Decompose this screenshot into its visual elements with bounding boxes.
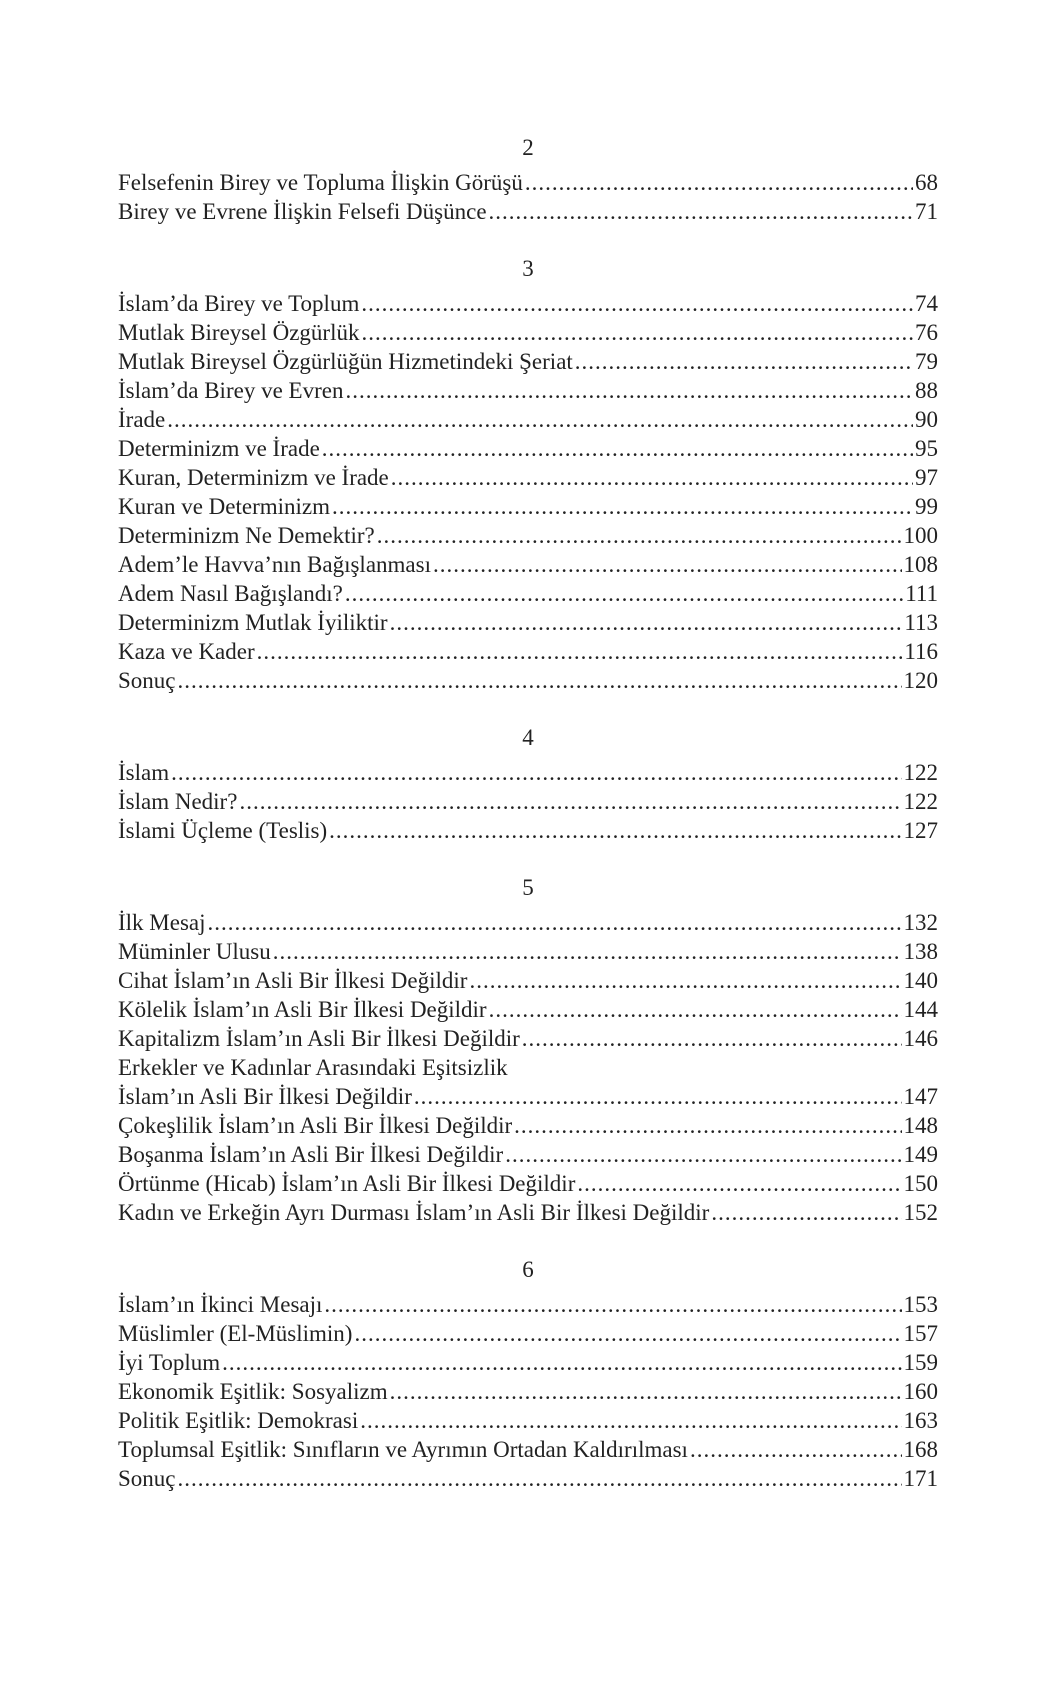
toc-entry-page: 157 — [903, 1321, 938, 1346]
toc-entry-page: 79 — [915, 349, 938, 374]
toc-entry-title: İslam’da Birey ve Evren — [118, 378, 344, 403]
dot-leader — [525, 168, 913, 197]
dot-leader — [208, 908, 902, 937]
dot-leader — [469, 966, 901, 995]
toc-entry-page: 168 — [903, 1437, 938, 1462]
toc-entry-page: 116 — [904, 639, 938, 664]
dot-leader — [178, 1464, 902, 1493]
toc-entry[interactable] — [118, 1169, 938, 1198]
toc-entry[interactable] — [118, 1319, 938, 1348]
toc-entry-title: Toplumsal Eşitlik: Sınıfların ve Ayrımın Ortadan Kaldırılması — [118, 1437, 688, 1462]
toc-entry-page: 140 — [903, 968, 938, 993]
toc-entry-page: 149 — [903, 1142, 938, 1167]
toc-entry-page: 150 — [903, 1171, 938, 1196]
toc-entry-title: İrade — [118, 407, 166, 432]
toc-entry-title: Adem Nasıl Bağışlandı? — [118, 581, 343, 606]
toc-entry-title: Sonuç — [118, 668, 176, 693]
toc-entry-page: 71 — [915, 199, 938, 224]
toc-entry-title: Birey ve Evrene İlişkin Felsefi Düşünce — [118, 199, 487, 224]
chapter-section — [118, 723, 938, 845]
toc-entry[interactable] — [118, 463, 938, 492]
toc-entry-title: Kuran, Determinizm ve İrade — [118, 465, 389, 490]
toc-entry-page: 144 — [903, 997, 938, 1022]
toc-entry-title: Cihat İslam’ın Asli Bir İlkesi Değildir — [118, 968, 468, 993]
toc-entry[interactable] — [118, 289, 938, 318]
toc-entry[interactable] — [118, 318, 938, 347]
toc-entry[interactable] — [118, 347, 938, 376]
dot-leader — [345, 579, 903, 608]
toc-entry-page: 153 — [903, 1292, 938, 1317]
dot-leader — [711, 1198, 901, 1227]
toc-entry[interactable] — [118, 995, 938, 1024]
dot-leader — [390, 1377, 902, 1406]
toc-entry-title: Ekonomik Eşitlik: Sosyalizm — [118, 1379, 388, 1404]
toc-entry-page: 148 — [903, 1113, 938, 1138]
toc-entry[interactable] — [118, 1290, 938, 1319]
toc-entry-page: 138 — [903, 939, 938, 964]
toc-entry-title: Felsefenin Birey ve Topluma İlişkin Görüşü — [118, 170, 523, 195]
toc-entry-title: Mutlak Bireysel Özgürlüğün Hizmetindeki Şeriat — [118, 349, 573, 374]
toc-entry-title: Kaza ve Kader — [118, 639, 255, 664]
dot-leader — [414, 1082, 902, 1111]
toc-entry[interactable] — [118, 787, 938, 816]
toc-entry-page: 76 — [915, 320, 938, 345]
dot-leader — [354, 1319, 901, 1348]
dot-leader — [433, 550, 902, 579]
toc-entry-title: Çokeşlilik İslam’ın Asli Bir İlkesi Değildir — [118, 1113, 513, 1138]
chapter-number: 4 — [522, 725, 534, 750]
toc-entry-title: Boşanma İslam’ın Asli Bir İlkesi Değildir — [118, 1142, 504, 1167]
toc-entry-title: Kölelik İslam’ın Asli Bir İlkesi Değildir — [118, 997, 487, 1022]
dot-leader — [575, 347, 913, 376]
dot-leader — [391, 463, 913, 492]
toc-entry-page: 111 — [905, 581, 938, 606]
toc-entry-title: Adem’le Havva’nın Bağışlanması — [118, 552, 431, 577]
toc-entry-title: Determinizm Mutlak İyiliktir — [118, 610, 388, 635]
toc-entry-title: İslam’ın İkinci Mesajı — [118, 1292, 323, 1317]
toc-entry-page: 108 — [903, 552, 938, 577]
toc-entry-title: Determinizm ve İrade — [118, 436, 320, 461]
toc-entry-page: 160 — [903, 1379, 938, 1404]
toc-entry-page: 88 — [915, 378, 938, 403]
toc-entry[interactable] — [118, 1348, 938, 1377]
toc-entry-page: 90 — [915, 407, 938, 432]
dot-leader — [222, 1348, 901, 1377]
toc-entry-page: 122 — [903, 789, 938, 814]
toc-entry[interactable] — [118, 1377, 938, 1406]
toc-entry[interactable] — [118, 492, 938, 521]
toc-entry[interactable] — [118, 637, 938, 666]
toc-entry[interactable] — [118, 758, 938, 787]
toc-entry-title: İslam — [118, 760, 170, 785]
toc-entry-title: Kuran ve Determinizm — [118, 494, 331, 519]
toc-entry[interactable] — [118, 197, 938, 226]
dot-leader — [377, 521, 902, 550]
dot-leader — [322, 434, 913, 463]
toc-entry[interactable] — [118, 666, 938, 695]
toc-entry[interactable] — [118, 816, 938, 845]
toc-entry[interactable] — [118, 608, 938, 637]
dot-leader — [505, 1140, 901, 1169]
dot-leader — [489, 197, 913, 226]
dot-leader — [522, 1024, 902, 1053]
toc-entry[interactable] — [118, 550, 938, 579]
chapter-section — [118, 133, 938, 226]
toc-entry-title: Müslimler (El-Müslimin) — [118, 1321, 353, 1346]
toc-entry-page: 100 — [903, 523, 938, 548]
toc-entry-title: İslami Üçleme (Teslis) — [118, 818, 328, 843]
toc-entry-title: Kapitalizm İslam’ın Asli Bir İlkesi Değildir — [118, 1026, 520, 1051]
toc-entry-title: İslam Nedir? — [118, 789, 238, 814]
dot-leader — [273, 937, 902, 966]
toc-entry[interactable] — [118, 1053, 938, 1082]
chapter-number: 3 — [522, 256, 534, 281]
dot-leader — [171, 758, 901, 787]
toc-entry-title: Sonuç — [118, 1466, 176, 1491]
toc-entry-title: Mutlak Bireysel Özgürlük — [118, 320, 360, 345]
toc-entry-page: 132 — [903, 910, 938, 935]
dot-leader — [178, 666, 902, 695]
dot-leader — [345, 376, 913, 405]
toc-entry[interactable] — [118, 579, 938, 608]
dot-leader — [390, 608, 903, 637]
dot-leader — [690, 1435, 902, 1464]
dot-leader — [361, 289, 913, 318]
toc-entry-title: Erkekler ve Kadınlar Arasındaki Eşitsizlik — [118, 1055, 508, 1080]
toc-entry-title: Kadın ve Erkeğin Ayrı Durması İslam’ın Asli Bir İlkesi Değildir — [118, 1200, 710, 1225]
toc-entry-title: İslam’ın Asli Bir İlkesi Değildir — [118, 1084, 412, 1109]
toc-entry[interactable] — [118, 1435, 938, 1464]
toc-entry-page: 120 — [903, 668, 938, 693]
toc-entry[interactable] — [118, 376, 938, 405]
toc-entry-page: 122 — [903, 760, 938, 785]
dot-leader — [577, 1169, 901, 1198]
toc-entry-page: 68 — [915, 170, 938, 195]
table-of-contents — [118, 133, 938, 1521]
toc-entry-page: 127 — [903, 818, 938, 843]
toc-entry-page: 147 — [903, 1084, 938, 1109]
toc-entry[interactable] — [118, 168, 938, 197]
toc-entry-page: 74 — [915, 291, 938, 316]
chapter-section — [118, 1255, 938, 1493]
toc-entry[interactable] — [118, 1111, 938, 1140]
dot-leader — [489, 995, 902, 1024]
toc-entry-title: Determinizm Ne Demektir? — [118, 523, 375, 548]
dot-leader — [329, 816, 901, 845]
toc-entry[interactable] — [118, 1082, 938, 1111]
toc-entry-page: 163 — [903, 1408, 938, 1433]
toc-entry-title: Politik Eşitlik: Demokrasi — [118, 1408, 359, 1433]
toc-entry-title: İyi Toplum — [118, 1350, 221, 1375]
dot-leader — [324, 1290, 901, 1319]
toc-entry[interactable] — [118, 908, 938, 937]
toc-entry[interactable] — [118, 1198, 938, 1227]
toc-entry-page: 146 — [903, 1026, 938, 1051]
toc-entry-page: 95 — [915, 436, 938, 461]
dot-leader — [361, 318, 913, 347]
toc-entry-page: 97 — [915, 465, 938, 490]
toc-entry-title: Örtünme (Hicab) İslam’ın Asli Bir İlkesi Değildir — [118, 1171, 576, 1196]
chapter-number: 2 — [522, 135, 534, 160]
toc-entry[interactable] — [118, 1140, 938, 1169]
chapter-section — [118, 873, 938, 1227]
dot-leader — [514, 1111, 901, 1140]
toc-entry-page: 113 — [904, 610, 938, 635]
chapter-number: 6 — [522, 1257, 534, 1282]
toc-entry[interactable] — [118, 937, 938, 966]
dot-leader — [332, 492, 913, 521]
toc-entry-page: 152 — [903, 1200, 938, 1225]
toc-entry[interactable] — [118, 1406, 938, 1435]
toc-entry[interactable] — [118, 1464, 938, 1493]
toc-entry-title: İslam’da Birey ve Toplum — [118, 291, 360, 316]
toc-entry-title: Müminler Ulusu — [118, 939, 271, 964]
toc-entry-title: İlk Mesaj — [118, 910, 206, 935]
toc-entry-page: 171 — [903, 1466, 938, 1491]
dot-leader — [167, 405, 913, 434]
toc-entry[interactable] — [118, 521, 938, 550]
toc-entry[interactable] — [118, 1024, 938, 1053]
chapter-number: 5 — [522, 875, 534, 900]
dot-leader — [239, 787, 901, 816]
toc-entry-page: 99 — [915, 494, 938, 519]
toc-entry[interactable] — [118, 405, 938, 434]
chapter-section — [118, 254, 938, 695]
toc-entry[interactable] — [118, 434, 938, 463]
toc-entry[interactable] — [118, 966, 938, 995]
dot-leader — [360, 1406, 901, 1435]
toc-entry-page: 159 — [903, 1350, 938, 1375]
dot-leader — [257, 637, 903, 666]
